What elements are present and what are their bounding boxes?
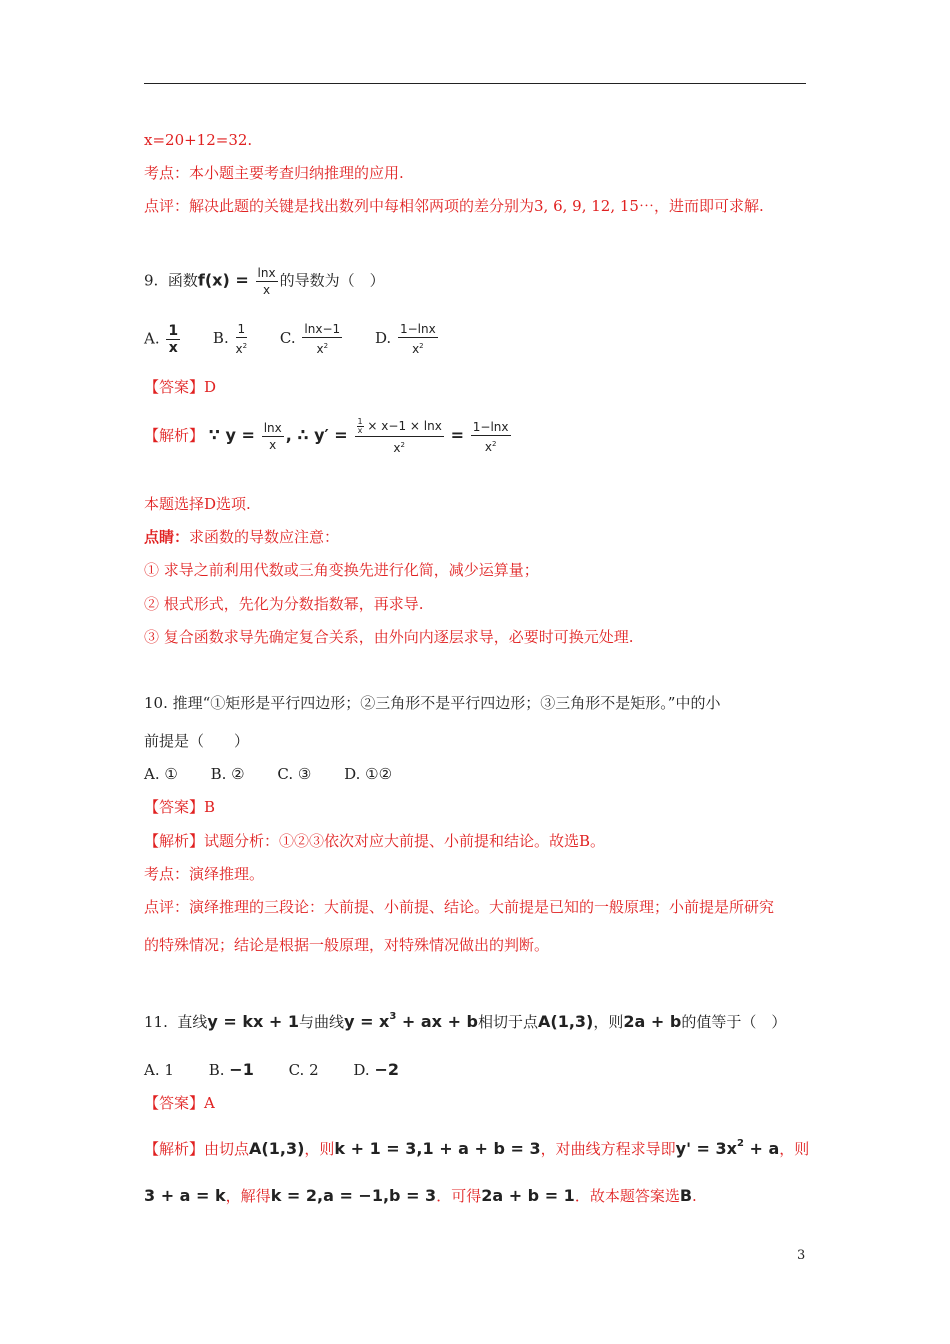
q9-dianjing: 点睛：求函数的导数应注意： (144, 528, 340, 546)
q11-options (144, 1060, 425, 1080)
q11-answer: 【答案】A (144, 1094, 215, 1112)
q9-option-d: D. $\frac{1-\ln x}{x^2}$ (374, 322, 436, 356)
page-number: 3 (797, 1248, 806, 1263)
q10-jiexi: 【解析】试题分析：①②③依次对应大前提、小前提和结论。故选B。 (144, 832, 606, 850)
q10-answer: 【答案】B (144, 798, 216, 816)
q10-option-a: A. ① (144, 765, 178, 783)
q9-derivative-fraction: $\frac{1}{x}$ × x−1 × lnx $x^2$ (355, 418, 444, 455)
q10-option-b: B. ② (210, 765, 245, 783)
header-rule (144, 83, 806, 84)
q11-stem: 11. 直线y = kx + 1与曲线$y = x^3$ + ax + b相切于点A(1,3)，则2a + b的值等于（ ） (144, 1011, 787, 1031)
q9-tip-1: ① 求导之前利用代数或三角变换先进行化简，减少运算量； (144, 561, 539, 579)
q8-result: x=20+12=32. (144, 131, 253, 149)
q11-option-c: C. 2 (288, 1061, 319, 1079)
q9-option-b: B. $\frac{1}{x^2}$ (212, 322, 248, 356)
q10-stem-1: 10. 推理“①矩形是平行四边形；②三角形不是平行四边形；③三角形不是矩形。”中的小 (144, 694, 721, 712)
q11-option-b: B. −1 (208, 1060, 254, 1079)
q10-dianping-2: 的特殊情况；结论是根据一般原理，对特殊情况做出的判断。 (144, 936, 550, 954)
q10-kaodian: 考点：演绎推理。 (144, 865, 265, 883)
q9-tip-3: ③ 复合函数求导先确定复合关系，由外向内逐层求导，必要时可换元处理. (144, 628, 634, 646)
q10-dianping-1: 点评：演绎推理的三段论：大前提、小前提、结论。大前提是已知的一般原理；小前提是所研究 (144, 898, 775, 916)
q11-option-a: A. 1 (144, 1061, 174, 1079)
q10-stem-2: 前提是（ ） (144, 732, 250, 750)
q8-dianping: 点评：解决此题的关键是找出数列中每相邻两项的差分别为3, 6, 9, 12, 15⋯，进而即可求解. (144, 197, 764, 215)
q9-stem: 9. 函数f(x) = $\frac{\ln x}{x}$ 的导数为（ ） (144, 266, 385, 297)
q10-option-c: C. ③ (277, 765, 312, 783)
q9-option-c: C. $\frac{\ln x-1}{x^2}$ (279, 322, 341, 356)
q9-answer: 【答案】D (144, 378, 217, 396)
q11-jiexi-2: 3 + a = k，解得k = 2,a = −1,b = 3．可得2a + b = 1．故本题答案选B. (144, 1186, 697, 1205)
q11-jiexi-1: 【解析】由切点A(1,3)，则k + 1 = 3,1 + a + b = 3，对曲线方程求导即$y' = 3x^2 + a$，则 (144, 1138, 810, 1158)
q8-kaodian: 考点：本小题主要考查归纳推理的应用. (144, 164, 404, 182)
q9-tip-2: ② 根式形式，先化为分数指数幂，再求导. (144, 595, 424, 613)
q9-options (144, 322, 466, 356)
q9-jiexi: 【解析】 ∵ y = $\frac{\ln x}{x}$ , ∴ y′ = $\frac{1}{x}$ × x−1 × lnx $x^2$ = $\frac{1-\ln x}{x^2}$ (144, 417, 509, 455)
q10-options (144, 764, 418, 784)
q10-option-d: D. ①② (344, 765, 393, 783)
q11-option-d: D. −2 (353, 1060, 400, 1079)
q9-fx-fraction: $\frac{\ln x}{x}$ (257, 266, 276, 297)
q9-choose: 本题选择D选项. (144, 495, 251, 513)
q9-option-a: A. $\frac{1}{x}$ (144, 322, 179, 356)
